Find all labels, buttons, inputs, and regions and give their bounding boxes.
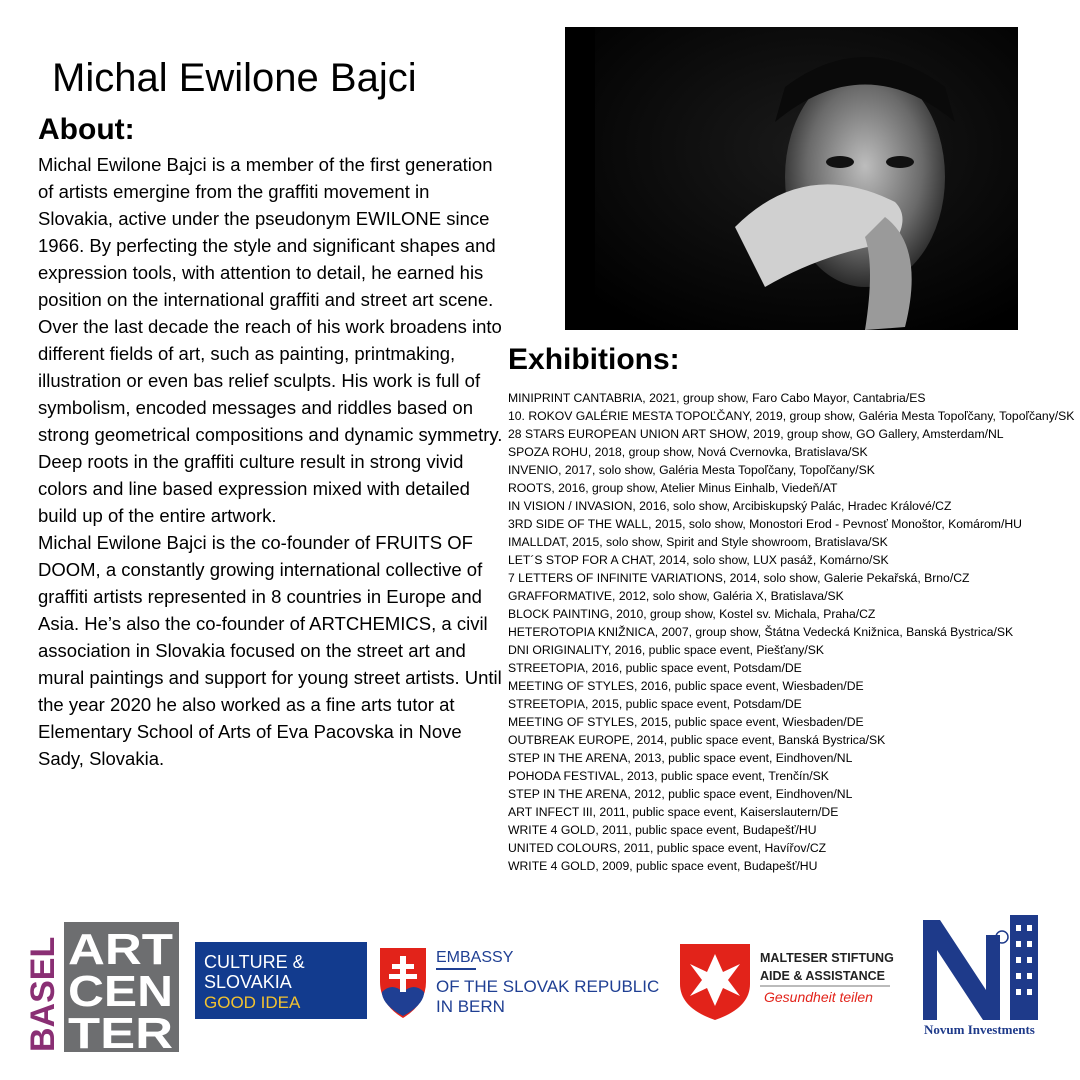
novum-investments-logo	[920, 915, 1050, 1040]
exhibition-item: IN VISION / INVASION, 2016, solo show, Arcibiskupský Palác, Hradec Králové/CZ	[508, 499, 952, 513]
culture-slovakia-logo	[195, 942, 367, 1019]
exhibition-item: STREETOPIA, 2015, public space event, Potsdam/DE	[508, 697, 802, 711]
exhibition-item: STEP IN THE ARENA, 2012, public space event, Eindhoven/NL	[508, 787, 853, 801]
page-title: Michal Ewilone Bajci	[52, 56, 417, 100]
exhibition-item: 10. ROKOV GALÉRIE MESTA TOPOĽČANY, 2019, group show, Galéria Mesta Topoľčany, Topoľčany/SK	[508, 409, 1075, 423]
exhibition-item: WRITE 4 GOLD, 2011, public space event, Budapešť/HU	[508, 823, 817, 837]
embassy-logo-line2: OF THE SLOVAK REPUBLIC	[436, 977, 660, 996]
malteser-logo	[678, 942, 893, 1022]
exhibitions-list	[508, 389, 1074, 875]
exhibition-item: LET´S STOP FOR A CHAT, 2014, solo show, LUX pasáž, Komárno/SK	[508, 553, 889, 567]
exhibition-item: MINIPRINT CANTABRIA, 2021, group show, Faro Cabo Mayor, Cantabria/ES	[508, 391, 926, 405]
embassy-logo	[378, 942, 668, 1022]
exhibition-item: IMALLDAT, 2015, solo show, Spirit and Style showroom, Bratislava/SK	[508, 535, 888, 549]
exhibition-item: OUTBREAK EUROPE, 2014, public space event, Banská Bystrica/SK	[508, 733, 886, 747]
exhibition-item: 7 LETTERS OF INFINITE VARIATIONS, 2014, solo show, Galerie Pekařská, Brno/CZ	[508, 571, 970, 585]
about-paragraph: Over the last decade the reach of his work broadens into different fields of art, such as painting, printmaking, illustration or even bas relief sculpts. His work is full of symbolism, encoded messages and riddles based on strong geometrical compositions and dynamic symmetry. Deep roots in the graffiti culture result in strong vivid colors and line based expression mixed with detailed build up of the entire artwork.	[38, 316, 503, 526]
about-text	[38, 151, 508, 772]
exhibition-item: WRITE 4 GOLD, 2009, public space event, Budapešť/HU	[508, 859, 818, 873]
basel-logo-side-text: BASEL	[24, 936, 62, 1052]
exhibition-item: GRAFFORMATIVE, 2012, solo show, Galéria X, Bratislava/SK	[508, 589, 844, 603]
malteser-logo-line1: MALTESER STIFTUNG	[760, 951, 894, 965]
basel-logo-line2: CEN	[68, 967, 173, 1016]
exhibition-item: SPOZA ROHU, 2018, group show, Nová Cvernovka, Bratislava/SK	[508, 445, 868, 459]
about-paragraph: Michal Ewilone Bajci is a member of the first generation of artists emergine from the graffiti movement in Slovakia, active under the pseudonym EWILONE since 1966. By perfecting the style and significant shapes and expression tools, with attention to detail, he earned his position on the international graffiti and street art scene.	[38, 154, 496, 310]
malteser-logo-line2: AIDE & ASSISTANCE	[760, 969, 886, 983]
exhibitions-heading: Exhibitions:	[508, 343, 680, 376]
embassy-logo-line3: IN BERN	[436, 997, 505, 1016]
malteser-logo-tagline: Gesundheit teilen	[764, 989, 873, 1005]
about-heading: About:	[38, 113, 135, 146]
basel-art-center-logo	[24, 922, 179, 1058]
about-paragraph: Michal Ewilone Bajci is the co-founder of FRUITS OF DOOM, a constantly growing international collective of graffiti artists represented in 8 countries in Europe and Asia. He’s also the co-founder of ARTCHEMICS, a civil association in Slovakia focused on the street art and mural paintings and support for young street artists. Until the year 2020 he also worked as a fine arts tutor at Elementary School of Arts of Eva Pacovska in Nove Sady, Slovakia.	[38, 532, 502, 769]
exhibition-item: DNI ORIGINALITY, 2016, public space event, Piešťany/SK	[508, 643, 824, 657]
artist-portrait-photo	[565, 27, 1018, 330]
novum-logo-name: Novum Investments	[924, 1022, 1035, 1037]
exhibition-item: STEP IN THE ARENA, 2013, public space event, Eindhoven/NL	[508, 751, 853, 765]
exhibition-item: STREETOPIA, 2016, public space event, Potsdam/DE	[508, 661, 802, 675]
exhibition-item: MEETING OF STYLES, 2016, public space event, Wiesbaden/DE	[508, 679, 864, 693]
embassy-logo-line1: EMBASSY	[436, 949, 514, 966]
exhibition-item: MEETING OF STYLES, 2015, public space event, Wiesbaden/DE	[508, 715, 864, 729]
basel-logo-line1: ART	[68, 925, 174, 974]
exhibition-item: BLOCK PAINTING, 2010, group show, Kostel sv. Michala, Praha/CZ	[508, 607, 876, 621]
exhibition-item: INVENIO, 2017, solo show, Galéria Mesta Topoľčany, Topoľčany/SK	[508, 463, 875, 477]
portrait-illustration	[565, 27, 1018, 330]
culture-logo-line3: GOOD IDEA	[204, 993, 301, 1012]
exhibition-item: HETEROTOPIA KNIŽNICA, 2007, group show, Štátna Vedecká Knižnica, Banská Bystrica/SK	[508, 625, 1014, 639]
culture-logo-line1: CULTURE &	[204, 952, 305, 972]
basel-logo-line3: TER	[68, 1009, 173, 1058]
novum-building-icon	[923, 915, 1038, 1020]
culture-logo-line2: SLOVAKIA	[204, 972, 292, 992]
exhibition-item: ROOTS, 2016, group show, Atelier Minus Einhalb, Viedeň/AT	[508, 481, 838, 495]
exhibition-item: POHODA FESTIVAL, 2013, public space event, Trenčín/SK	[508, 769, 829, 783]
exhibition-item: 3RD SIDE OF THE WALL, 2015, solo show, Monostori Erod - Pevnosť Monoštor, Komárom/HU	[508, 517, 1022, 531]
sponsor-logos	[0, 915, 1080, 1065]
exhibition-item: ART INFECT III, 2011, public space event, Kaiserslautern/DE	[508, 805, 839, 819]
maltese-cross-icon	[680, 944, 750, 1020]
slovak-coat-of-arms-icon	[380, 948, 426, 1018]
exhibition-item: 28 STARS EUROPEAN UNION ART SHOW, 2019, group show, GO Gallery, Amsterdam/NL	[508, 427, 1004, 441]
exhibition-item: UNITED COLOURS, 2011, public space event, Havířov/CZ	[508, 841, 827, 855]
